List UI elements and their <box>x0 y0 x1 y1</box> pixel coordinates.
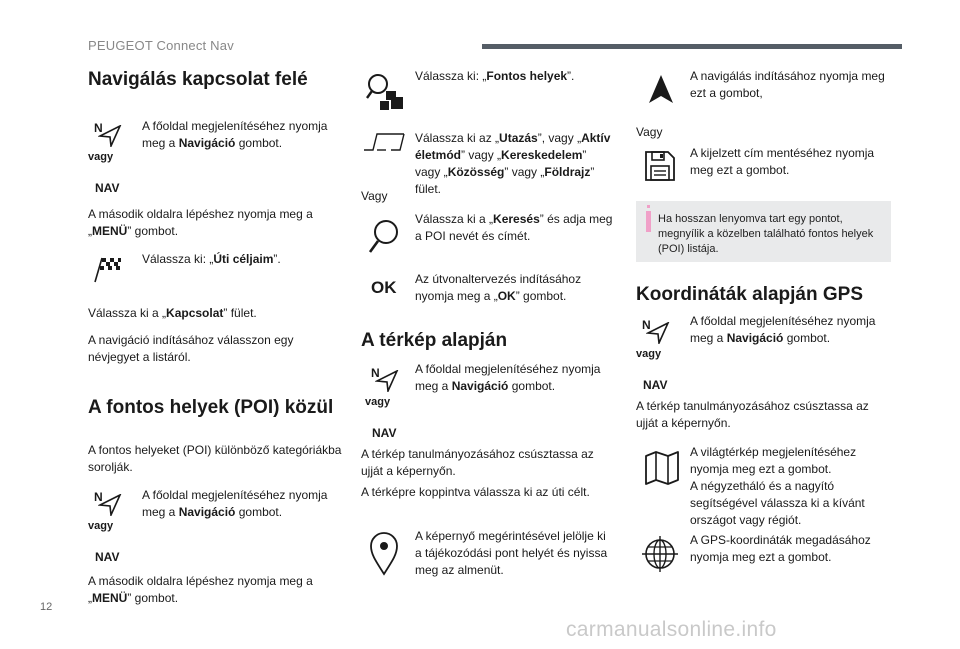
nav-button-icon: N vagy NAV <box>636 318 676 398</box>
paragraph: A GPS-koordináták megadásához nyomja meg ezt a gombot. <box>690 533 871 564</box>
paragraph: A térkép tanulmányozásához csúsztassa az ujját a képernyőn. <box>361 447 594 478</box>
navigation-arrow-icon <box>375 370 399 392</box>
heading-poi: A fontos helyek (POI) közül <box>88 397 334 418</box>
paragraph: Az útvonaltervezés indításához nyomja meg a „OK” gombot. <box>415 272 582 303</box>
watermark: carmanualsonline.info <box>566 618 777 641</box>
poi-search-icon <box>365 72 405 112</box>
paragraph: Válassza ki a „Kapcsolat” fület. <box>88 306 257 320</box>
paragraph: Válassza ki: „Úti céljaim”. <box>142 252 281 266</box>
paragraph: A kijelzett cím mentéséhez nyomja meg ezt a gombot. <box>690 146 875 177</box>
magnifier-icon <box>367 218 401 256</box>
navigation-arrow-icon <box>98 494 122 516</box>
paragraph: A képernyő megérintésével jelölje ki a tájékozódási pont helyét és nyissa meg az almenüt. <box>415 529 608 577</box>
paragraph: A térképre koppintva válassza ki az úti célt. <box>361 485 590 499</box>
navigation-arrow-icon <box>646 322 670 344</box>
globe-grid-icon <box>640 534 680 574</box>
header-bar <box>482 44 902 49</box>
info-icon <box>646 211 651 232</box>
heading-gps: Koordináták alapján GPS <box>636 284 863 305</box>
ok-icon: OK <box>371 278 397 297</box>
paragraph: A főoldal megjelenítéséhez nyomja meg a Navigáció gombot. <box>142 119 328 150</box>
separator-vagy: Vagy <box>636 125 663 139</box>
category-tabs-icon <box>363 132 405 152</box>
navigation-arrow-icon <box>98 125 122 147</box>
nav-button-icon: N vagy NAV <box>88 121 128 201</box>
paragraph: A főoldal megjelenítéséhez nyomja meg a Navigáció gombot. <box>415 362 601 393</box>
header-title: PEUGEOT Connect Nav <box>88 38 234 53</box>
info-text: Ha hosszan lenyomva tart egy pontot, megnyílik a közelben található fontos helyek (POI) listája. <box>658 213 874 255</box>
world-map-icon <box>644 450 680 486</box>
paragraph: Válassza ki: „Fontos helyek”. <box>415 69 575 83</box>
paragraph: Válassza ki a „Keresés” és adja meg a POI nevét és címét. <box>415 212 613 243</box>
info-box <box>636 201 891 262</box>
page-number: 12 <box>40 601 53 613</box>
heading-navigalas-kapcsolat: Navigálás kapcsolat felé <box>88 69 308 90</box>
paragraph: A navigáció indításához válasszon egy névjegyet a listáról. <box>88 333 294 364</box>
go-arrow-icon <box>648 74 674 104</box>
paragraph: A fontos helyeket (POI) különböző kategóriákba sorolják. <box>88 443 342 474</box>
paragraph: A világtérkép megjelenítéséhez nyomja meg ezt a gombot. A négyzetháló és a nagyító segítségével válassza ki a kívánt országot vagy régiót. <box>690 445 865 527</box>
paragraph: A térkép tanulmányozásához csúsztassa az ujját a képernyőn. <box>636 399 869 430</box>
nav-button-icon: N vagy NAV <box>365 366 405 446</box>
paragraph: A második oldalra lépéshez nyomja meg a „MENÜ” gombot. <box>88 207 313 238</box>
paragraph: A főoldal megjelenítéséhez nyomja meg a Navigáció gombot. <box>142 488 328 519</box>
save-floppy-icon <box>644 150 676 182</box>
map-pin-icon <box>369 532 399 576</box>
nav-button-icon: N vagy NAV <box>88 490 128 570</box>
paragraph: A főoldal megjelenítéséhez nyomja meg a Navigáció gombot. <box>690 314 876 345</box>
paragraph: A második oldalra lépéshez nyomja meg a „MENÜ” gombot. <box>88 574 313 605</box>
heading-terkep: A térkép alapján <box>361 330 508 351</box>
separator-vagy: Vagy <box>361 189 388 203</box>
paragraph: A navigálás indításához nyomja meg ezt a gombot, <box>690 69 885 100</box>
checkered-flag-icon <box>92 254 122 284</box>
paragraph: Válassza ki az „Utazás”, vagy „Aktív életmód” vagy „Kereskedelem” vagy „Közösség” vagy „Földrajz” fület. <box>415 131 611 196</box>
